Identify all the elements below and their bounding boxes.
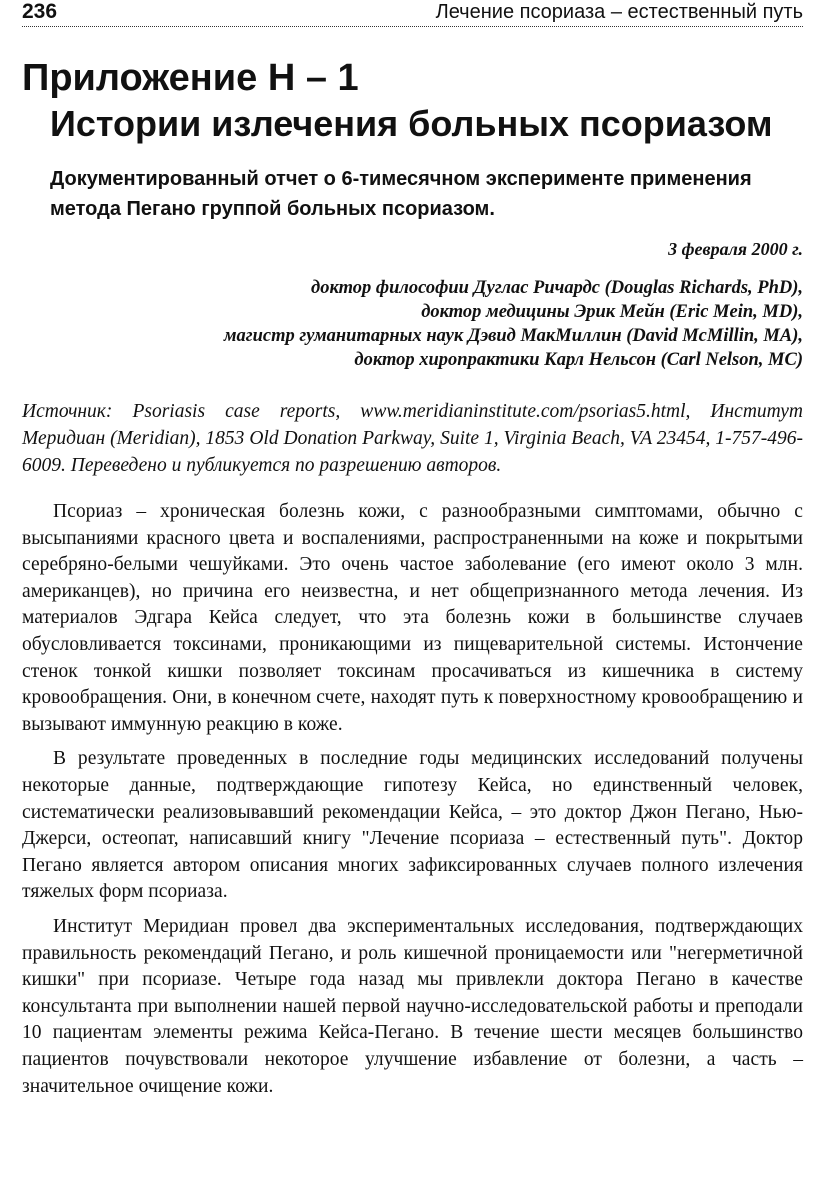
report-date: 3 февраля 2000 г. xyxy=(668,239,803,260)
source-note: Источник: Psoriasis case reports, www.meridianinstitute.com/psorias5.html, Институт Меридиан (Meridian), 1853 Old Donation Parkway, Suite 1, Virginia Beach, VA 23454, 1-757-496-6009. Переведено и публикуется по разрешению авторов. xyxy=(22,401,803,477)
body-text xyxy=(22,499,803,1100)
paragraph: Псориаз – хроническая болезнь кожи, с разнообразными симптомами, обычно с высыпаниями красного цвета и воспалениями, распространенными на коже и покрытыми серебряно-белыми чешуйками. Это очень частое заболевание (его имеют около 3 млн. американцев), но причина его неизвестна, и нет общепризнанного метода лечения. Из материалов Эдгара Кейса следует, что эта болезнь кожи в большинстве случаев обусловливается токсинами, проникающими из пищеварительной системы. Истончение стенок тонкой кишки позволяет токсинам просачиваться из кишечника в систему кровообращения. Они, в конечном счете, находят путь к поверхностному кровообращению и вызывают иммунную реакцию в коже. xyxy=(22,501,803,735)
paragraph: Институт Меридиан провел два экспериментальных исследования, подтверждающих правильность рекомендаций Пегано, и роль кишечной проницаемости или "негерметичной кишки" при псориазе. Четыре года назад мы привлекли доктора Пегано в качестве консультанта при выполнении нашей первой научно-исследовательской работы и преподали 10 пациентам элементы режима Кейса-Пегано. В течение шести месяцев большинство пациентов почувствовали некоторое улучшение избавление от болезни, а часть – значительное очищение кожи. xyxy=(22,915,803,1097)
subtitle: Документированный отчет о 6-тимесячном эксперименте применения метода Пегано группой больных псориазом. xyxy=(50,168,752,221)
appendix-title: Приложение Н – 1 xyxy=(22,57,359,99)
page-number: 236 xyxy=(22,0,58,23)
author-line: доктор хиропрактики Карл Нельсон (Carl Nelson, MC) xyxy=(354,350,803,371)
paragraph: В результате проведенных в последние годы медицинских исследований получены некоторые данные, подтверждающие гипотезу Кейса, но единственный человек, систематически реализовывавший рекомендации Кейса, – это доктор Джон Пегано, Нью-Джерси, остеопат, написавший книгу "Лечение псориаза – естественный путь". Доктор Пегано является автором описания многих зафиксированных случаев полного излечения тяжелых форм псориаза. xyxy=(22,748,803,903)
author-line: доктор медицины Эрик Мейн (Eric Mein, MD), xyxy=(421,302,803,323)
running-header xyxy=(22,0,803,27)
author-line: доктор философии Дуглас Ричардс (Douglas Richards, PhD), xyxy=(311,278,803,299)
running-title: Лечение псориаза – естественный путь xyxy=(435,1,803,23)
chapter-title: Истории излечения больных псориазом xyxy=(50,102,773,144)
author-line: магистр гуманитарных наук Дэвид МакМиллин (David McMillin, MA), xyxy=(223,326,803,347)
authors-list xyxy=(22,276,803,372)
